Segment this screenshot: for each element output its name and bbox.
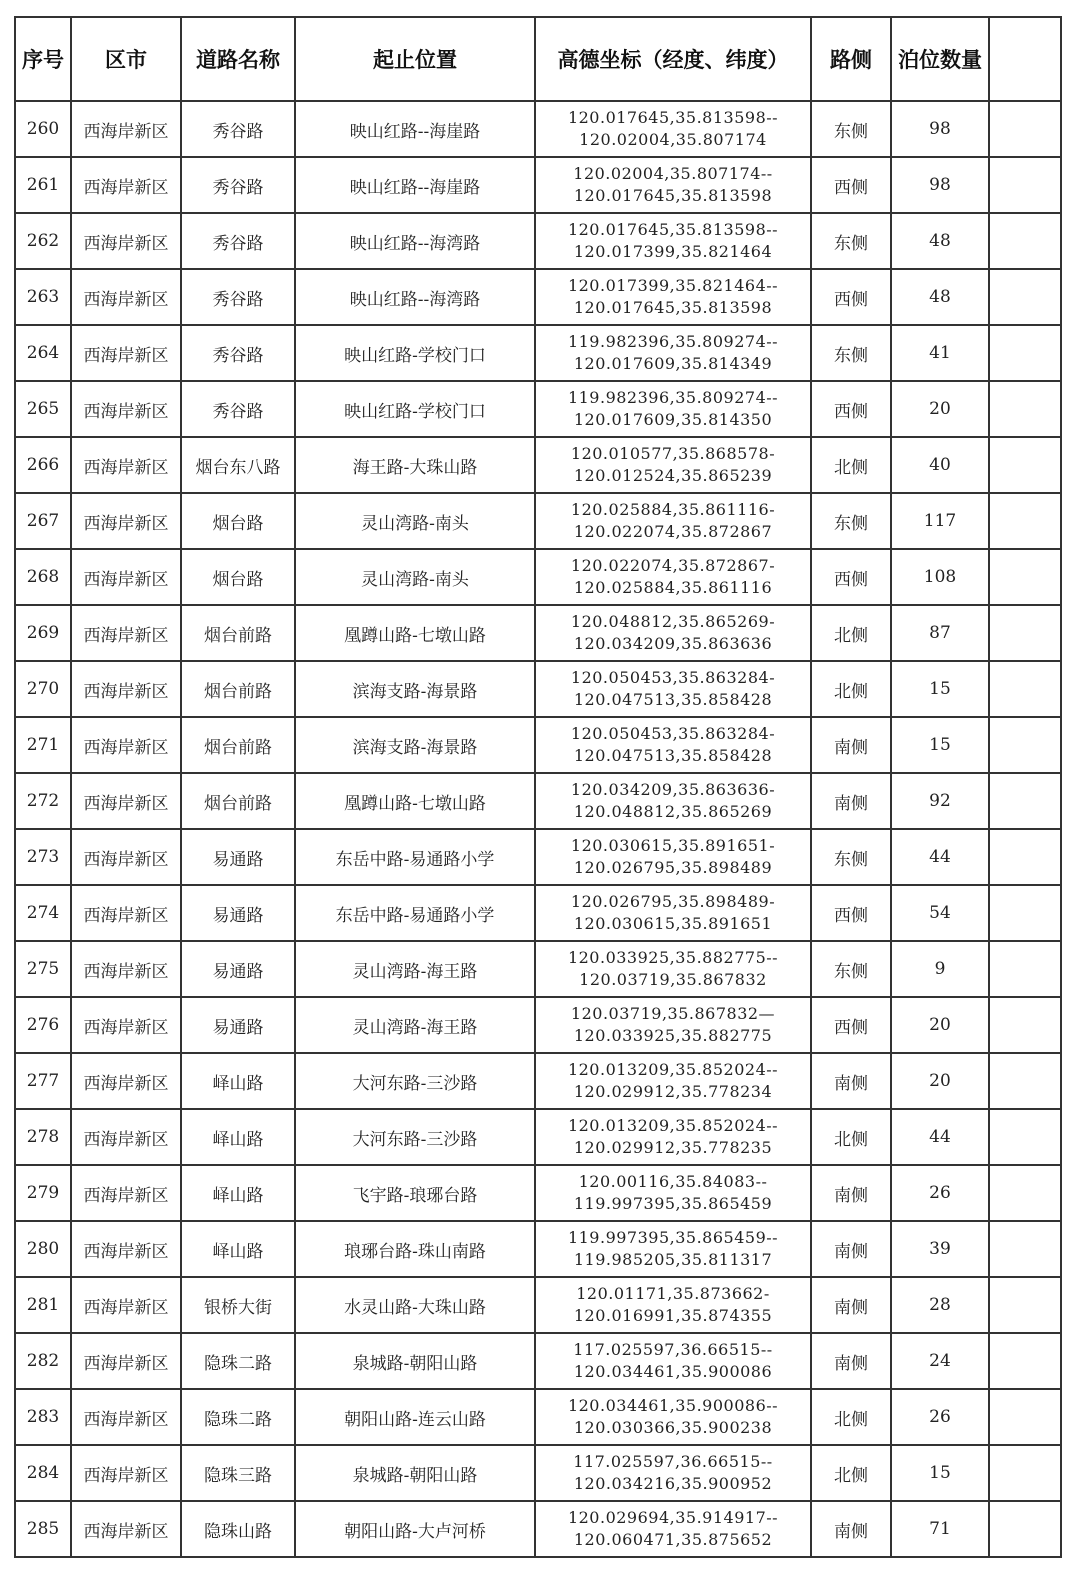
table-row	[15, 381, 1061, 437]
cell-road-name: 隐珠三路	[181, 1445, 295, 1501]
cell-start-end: 琅琊台路-珠山南路	[295, 1221, 535, 1277]
coord-start: 120.029694,35.914917--	[567, 1508, 779, 1527]
parking-berth-table	[14, 16, 1062, 1558]
cell-road-name: 峄山路	[181, 1165, 295, 1221]
coord-start: 119.982396,35.809274--	[567, 332, 779, 351]
cell-berth-count: 98	[891, 157, 989, 213]
table-row	[15, 885, 1061, 941]
coord-end: 120.030366,35.900238	[573, 1418, 773, 1437]
cell-berth-count: 98	[891, 101, 989, 157]
coord-end: 120.034461,35.900086	[573, 1362, 773, 1381]
cell-road-name: 峄山路	[181, 1109, 295, 1165]
cell-extra	[989, 269, 1061, 325]
cell-index: 278	[15, 1109, 71, 1165]
cell-berth-count: 87	[891, 605, 989, 661]
coord-start: 119.982396,35.809274--	[567, 388, 779, 407]
cell-road-side: 北侧	[811, 437, 891, 493]
cell-road-name: 秀谷路	[181, 101, 295, 157]
cell-start-end: 灵山湾路-海王路	[295, 941, 535, 997]
cell-road-name: 烟台前路	[181, 605, 295, 661]
coord-end: 120.029912,35.778234	[573, 1082, 773, 1101]
cell-road-name: 烟台路	[181, 549, 295, 605]
cell-index: 264	[15, 325, 71, 381]
cell-district: 西海岸新区	[71, 829, 181, 885]
cell-index: 268	[15, 549, 71, 605]
cell-district: 西海岸新区	[71, 437, 181, 493]
cell-road-side: 东侧	[811, 101, 891, 157]
coord-start: 120.017399,35.821464--	[567, 276, 779, 295]
cell-berth-count: 15	[891, 661, 989, 717]
header-berth-count: 泊位数量	[891, 17, 989, 101]
cell-berth-count: 20	[891, 997, 989, 1053]
cell-coordinates	[535, 549, 811, 605]
cell-district: 西海岸新区	[71, 1165, 181, 1221]
coord-start: 117.025597,36.66515--	[573, 1452, 773, 1471]
cell-road-name: 易通路	[181, 997, 295, 1053]
coord-start: 120.030615,35.891651-	[570, 836, 776, 855]
cell-berth-count: 71	[891, 1501, 989, 1557]
cell-road-name: 烟台前路	[181, 661, 295, 717]
cell-extra	[989, 1165, 1061, 1221]
coord-end: 120.012524,35.865239	[573, 466, 773, 485]
cell-berth-count: 48	[891, 269, 989, 325]
cell-road-name: 隐珠山路	[181, 1501, 295, 1557]
cell-road-side: 东侧	[811, 493, 891, 549]
cell-road-side: 东侧	[811, 941, 891, 997]
coord-end: 120.033925,35.882775	[573, 1026, 773, 1045]
cell-extra	[989, 101, 1061, 157]
cell-coordinates	[535, 885, 811, 941]
cell-district: 西海岸新区	[71, 885, 181, 941]
cell-extra	[989, 997, 1061, 1053]
cell-start-end: 映山红路--海湾路	[295, 269, 535, 325]
cell-coordinates	[535, 1221, 811, 1277]
cell-berth-count: 40	[891, 437, 989, 493]
cell-extra	[989, 157, 1061, 213]
table-row	[15, 101, 1061, 157]
table-row	[15, 605, 1061, 661]
cell-index: 267	[15, 493, 71, 549]
cell-district: 西海岸新区	[71, 661, 181, 717]
cell-index: 269	[15, 605, 71, 661]
cell-road-side: 北侧	[811, 1389, 891, 1445]
cell-start-end: 映山红路-学校门口	[295, 325, 535, 381]
cell-district: 西海岸新区	[71, 1221, 181, 1277]
cell-berth-count: 108	[891, 549, 989, 605]
cell-start-end: 大河东路-三沙路	[295, 1109, 535, 1165]
cell-start-end: 海王路-大珠山路	[295, 437, 535, 493]
cell-extra	[989, 1445, 1061, 1501]
cell-extra	[989, 1221, 1061, 1277]
table-row	[15, 717, 1061, 773]
header-road-name: 道路名称	[181, 17, 295, 101]
header-extra	[989, 17, 1061, 101]
cell-district: 西海岸新区	[71, 605, 181, 661]
coord-end: 120.03719,35.867832	[579, 970, 767, 989]
header-start-end: 起止位置	[295, 17, 535, 101]
cell-extra	[989, 549, 1061, 605]
cell-coordinates	[535, 1501, 811, 1557]
cell-district: 西海岸新区	[71, 269, 181, 325]
cell-district: 西海岸新区	[71, 381, 181, 437]
cell-district: 西海岸新区	[71, 997, 181, 1053]
cell-road-side: 北侧	[811, 661, 891, 717]
cell-road-side: 南侧	[811, 1277, 891, 1333]
cell-extra	[989, 493, 1061, 549]
cell-extra	[989, 1109, 1061, 1165]
cell-extra	[989, 325, 1061, 381]
cell-extra	[989, 1333, 1061, 1389]
cell-index: 279	[15, 1165, 71, 1221]
cell-coordinates	[535, 941, 811, 997]
table-row	[15, 213, 1061, 269]
cell-index: 285	[15, 1501, 71, 1557]
table-row	[15, 1445, 1061, 1501]
cell-road-name: 易通路	[181, 829, 295, 885]
cell-coordinates	[535, 605, 811, 661]
header-coordinates: 高德坐标（经度、纬度）	[535, 17, 811, 101]
coord-end: 120.034216,35.900952	[573, 1474, 773, 1493]
table-row	[15, 773, 1061, 829]
coord-end: 119.985205,35.811317	[573, 1250, 773, 1269]
cell-district: 西海岸新区	[71, 101, 181, 157]
cell-start-end: 凰蹲山路-七墩山路	[295, 605, 535, 661]
header-road-side: 路侧	[811, 17, 891, 101]
table-row	[15, 661, 1061, 717]
cell-road-side: 西侧	[811, 997, 891, 1053]
cell-start-end: 灵山湾路-南头	[295, 493, 535, 549]
cell-road-name: 秀谷路	[181, 325, 295, 381]
coord-start: 120.050453,35.863284-	[570, 668, 776, 687]
cell-extra	[989, 1389, 1061, 1445]
cell-road-name: 峄山路	[181, 1221, 295, 1277]
cell-berth-count: 15	[891, 717, 989, 773]
coord-end: 119.997395,35.865459	[573, 1194, 773, 1213]
coord-start: 120.050453,35.863284-	[570, 724, 776, 743]
cell-road-name: 隐珠二路	[181, 1389, 295, 1445]
cell-road-name: 秀谷路	[181, 157, 295, 213]
cell-berth-count: 26	[891, 1165, 989, 1221]
coord-end: 120.030615,35.891651	[573, 914, 773, 933]
cell-coordinates	[535, 101, 811, 157]
table-row	[15, 997, 1061, 1053]
cell-start-end: 朝阳山路-大卢河桥	[295, 1501, 535, 1557]
cell-coordinates	[535, 381, 811, 437]
cell-index: 273	[15, 829, 71, 885]
cell-road-name: 烟台东八路	[181, 437, 295, 493]
coord-start: 117.025597,36.66515--	[573, 1340, 773, 1359]
table-row	[15, 1333, 1061, 1389]
coord-start: 120.034209,35.863636-	[570, 780, 776, 799]
cell-road-side: 南侧	[811, 1165, 891, 1221]
cell-road-name: 隐珠二路	[181, 1333, 295, 1389]
cell-road-name: 秀谷路	[181, 381, 295, 437]
coord-start: 120.013209,35.852024--	[567, 1060, 779, 1079]
cell-road-name: 银桥大街	[181, 1277, 295, 1333]
cell-index: 282	[15, 1333, 71, 1389]
cell-road-name: 秀谷路	[181, 269, 295, 325]
table-row	[15, 493, 1061, 549]
cell-start-end: 飞宇路-琅琊台路	[295, 1165, 535, 1221]
cell-district: 西海岸新区	[71, 773, 181, 829]
cell-district: 西海岸新区	[71, 1389, 181, 1445]
cell-extra	[989, 773, 1061, 829]
cell-index: 260	[15, 101, 71, 157]
table-row	[15, 1109, 1061, 1165]
coord-end: 120.048812,35.865269	[573, 802, 773, 821]
cell-coordinates	[535, 661, 811, 717]
cell-start-end: 灵山湾路-海王路	[295, 997, 535, 1053]
cell-berth-count: 41	[891, 325, 989, 381]
coord-end: 120.017645,35.813598	[573, 186, 773, 205]
cell-road-side: 南侧	[811, 717, 891, 773]
coord-start: 120.010577,35.868578-	[570, 444, 776, 463]
parking-table-sheet	[14, 16, 1060, 1558]
cell-start-end: 映山红路-学校门口	[295, 381, 535, 437]
table-row	[15, 1389, 1061, 1445]
cell-berth-count: 24	[891, 1333, 989, 1389]
cell-index: 274	[15, 885, 71, 941]
coord-end: 120.029912,35.778235	[573, 1138, 773, 1157]
cell-road-name: 易通路	[181, 941, 295, 997]
cell-road-side: 北侧	[811, 605, 891, 661]
cell-start-end: 东岳中路-易通路小学	[295, 829, 535, 885]
coord-end: 120.034209,35.863636	[573, 634, 773, 653]
header-row	[15, 17, 1061, 101]
cell-extra	[989, 941, 1061, 997]
table-row	[15, 269, 1061, 325]
cell-index: 266	[15, 437, 71, 493]
cell-index: 265	[15, 381, 71, 437]
cell-road-name: 峄山路	[181, 1053, 295, 1109]
cell-district: 西海岸新区	[71, 325, 181, 381]
coord-end: 120.017609,35.814349	[573, 354, 773, 373]
coord-end: 120.047513,35.858428	[573, 690, 773, 709]
cell-road-side: 东侧	[811, 213, 891, 269]
cell-start-end: 泉城路-朝阳山路	[295, 1445, 535, 1501]
coord-start: 120.01171,35.873662-	[576, 1284, 770, 1303]
cell-start-end: 映山红路--海崖路	[295, 101, 535, 157]
coord-start: 120.033925,35.882775--	[567, 948, 779, 967]
cell-road-side: 南侧	[811, 1221, 891, 1277]
cell-index: 271	[15, 717, 71, 773]
cell-berth-count: 92	[891, 773, 989, 829]
cell-district: 西海岸新区	[71, 1501, 181, 1557]
cell-index: 277	[15, 1053, 71, 1109]
coord-start: 120.017645,35.813598--	[567, 108, 779, 127]
cell-coordinates	[535, 1109, 811, 1165]
cell-berth-count: 44	[891, 829, 989, 885]
coord-start: 120.03719,35.867832—	[570, 1004, 776, 1023]
cell-berth-count: 20	[891, 1053, 989, 1109]
cell-index: 275	[15, 941, 71, 997]
table-row	[15, 1277, 1061, 1333]
coord-start: 120.00116,35.84083--	[578, 1172, 768, 1191]
coord-end: 120.022074,35.872867	[573, 522, 773, 541]
cell-extra	[989, 437, 1061, 493]
header-index: 序号	[15, 17, 71, 101]
cell-extra	[989, 213, 1061, 269]
cell-road-name: 烟台前路	[181, 773, 295, 829]
cell-berth-count: 48	[891, 213, 989, 269]
coord-start: 120.017645,35.813598--	[567, 220, 779, 239]
table-row	[15, 1165, 1061, 1221]
table-row	[15, 157, 1061, 213]
header-district: 区市	[71, 17, 181, 101]
cell-start-end: 水灵山路-大珠山路	[295, 1277, 535, 1333]
cell-extra	[989, 1277, 1061, 1333]
table-row	[15, 325, 1061, 381]
cell-start-end: 灵山湾路-南头	[295, 549, 535, 605]
cell-coordinates	[535, 1333, 811, 1389]
cell-extra	[989, 1501, 1061, 1557]
cell-berth-count: 15	[891, 1445, 989, 1501]
cell-coordinates	[535, 493, 811, 549]
cell-extra	[989, 605, 1061, 661]
table-row	[15, 1221, 1061, 1277]
cell-coordinates	[535, 1445, 811, 1501]
cell-index: 270	[15, 661, 71, 717]
cell-district: 西海岸新区	[71, 941, 181, 997]
cell-index: 261	[15, 157, 71, 213]
cell-road-side: 北侧	[811, 1445, 891, 1501]
cell-district: 西海岸新区	[71, 157, 181, 213]
cell-berth-count: 9	[891, 941, 989, 997]
cell-start-end: 大河东路-三沙路	[295, 1053, 535, 1109]
coord-start: 120.013209,35.852024--	[567, 1116, 779, 1135]
coord-start: 120.034461,35.900086--	[567, 1396, 779, 1415]
cell-road-side: 西侧	[811, 549, 891, 605]
cell-road-side: 东侧	[811, 325, 891, 381]
cell-start-end: 凰蹲山路-七墩山路	[295, 773, 535, 829]
cell-index: 284	[15, 1445, 71, 1501]
table-row	[15, 1053, 1061, 1109]
cell-district: 西海岸新区	[71, 1053, 181, 1109]
coord-end: 120.026795,35.898489	[573, 858, 773, 877]
cell-coordinates	[535, 997, 811, 1053]
cell-road-side: 西侧	[811, 157, 891, 213]
cell-road-side: 南侧	[811, 1333, 891, 1389]
table-row	[15, 549, 1061, 605]
coord-start: 120.02004,35.807174--	[573, 164, 773, 183]
cell-district: 西海岸新区	[71, 213, 181, 269]
cell-road-side: 南侧	[811, 1501, 891, 1557]
cell-road-name: 烟台前路	[181, 717, 295, 773]
cell-coordinates	[535, 213, 811, 269]
cell-extra	[989, 717, 1061, 773]
coord-end: 120.017399,35.821464	[573, 242, 773, 261]
coord-start: 120.022074,35.872867-	[570, 556, 776, 575]
cell-road-name: 秀谷路	[181, 213, 295, 269]
cell-berth-count: 54	[891, 885, 989, 941]
table-row	[15, 829, 1061, 885]
cell-start-end: 泉城路-朝阳山路	[295, 1333, 535, 1389]
table-row	[15, 1501, 1061, 1557]
cell-start-end: 滨海支路-海景路	[295, 661, 535, 717]
table-body	[15, 101, 1061, 1557]
cell-extra	[989, 885, 1061, 941]
cell-district: 西海岸新区	[71, 717, 181, 773]
cell-coordinates	[535, 269, 811, 325]
cell-road-name: 易通路	[181, 885, 295, 941]
cell-index: 262	[15, 213, 71, 269]
cell-district: 西海岸新区	[71, 549, 181, 605]
cell-berth-count: 39	[891, 1221, 989, 1277]
cell-road-side: 西侧	[811, 381, 891, 437]
cell-coordinates	[535, 437, 811, 493]
cell-extra	[989, 1053, 1061, 1109]
cell-coordinates	[535, 1053, 811, 1109]
cell-index: 280	[15, 1221, 71, 1277]
table-row	[15, 437, 1061, 493]
coord-start: 120.025884,35.861116-	[570, 500, 776, 519]
coord-end: 120.047513,35.858428	[573, 746, 773, 765]
cell-district: 西海岸新区	[71, 1109, 181, 1165]
cell-berth-count: 28	[891, 1277, 989, 1333]
cell-road-side: 西侧	[811, 269, 891, 325]
cell-coordinates	[535, 1165, 811, 1221]
coord-end: 120.060471,35.875652	[573, 1530, 773, 1549]
cell-district: 西海岸新区	[71, 1445, 181, 1501]
cell-road-side: 西侧	[811, 885, 891, 941]
cell-index: 283	[15, 1389, 71, 1445]
coord-start: 120.048812,35.865269-	[570, 612, 776, 631]
cell-berth-count: 117	[891, 493, 989, 549]
cell-start-end: 朝阳山路-连云山路	[295, 1389, 535, 1445]
cell-extra	[989, 661, 1061, 717]
coord-end: 120.017645,35.813598	[573, 298, 773, 317]
cell-coordinates	[535, 157, 811, 213]
cell-coordinates	[535, 325, 811, 381]
coord-start: 119.997395,35.865459--	[567, 1228, 779, 1247]
coord-end: 120.025884,35.861116	[573, 578, 773, 597]
cell-coordinates	[535, 773, 811, 829]
cell-coordinates	[535, 829, 811, 885]
table-row	[15, 941, 1061, 997]
coord-end: 120.016991,35.874355	[573, 1306, 773, 1325]
cell-start-end: 映山红路--海湾路	[295, 213, 535, 269]
cell-district: 西海岸新区	[71, 1277, 181, 1333]
cell-index: 281	[15, 1277, 71, 1333]
cell-road-side: 北侧	[811, 1109, 891, 1165]
cell-index: 263	[15, 269, 71, 325]
cell-coordinates	[535, 1389, 811, 1445]
cell-start-end: 映山红路--海崖路	[295, 157, 535, 213]
cell-start-end: 东岳中路-易通路小学	[295, 885, 535, 941]
coord-end: 120.017609,35.814350	[573, 410, 773, 429]
cell-coordinates	[535, 717, 811, 773]
cell-start-end: 滨海支路-海景路	[295, 717, 535, 773]
cell-berth-count: 44	[891, 1109, 989, 1165]
cell-berth-count: 26	[891, 1389, 989, 1445]
cell-extra	[989, 381, 1061, 437]
cell-index: 272	[15, 773, 71, 829]
coord-start: 120.026795,35.898489-	[570, 892, 776, 911]
cell-road-side: 南侧	[811, 773, 891, 829]
cell-extra	[989, 829, 1061, 885]
cell-road-side: 东侧	[811, 829, 891, 885]
cell-coordinates	[535, 1277, 811, 1333]
cell-index: 276	[15, 997, 71, 1053]
cell-district: 西海岸新区	[71, 1333, 181, 1389]
cell-road-name: 烟台路	[181, 493, 295, 549]
cell-road-side: 南侧	[811, 1053, 891, 1109]
cell-district: 西海岸新区	[71, 493, 181, 549]
cell-berth-count: 20	[891, 381, 989, 437]
coord-end: 120.02004,35.807174	[579, 130, 767, 149]
